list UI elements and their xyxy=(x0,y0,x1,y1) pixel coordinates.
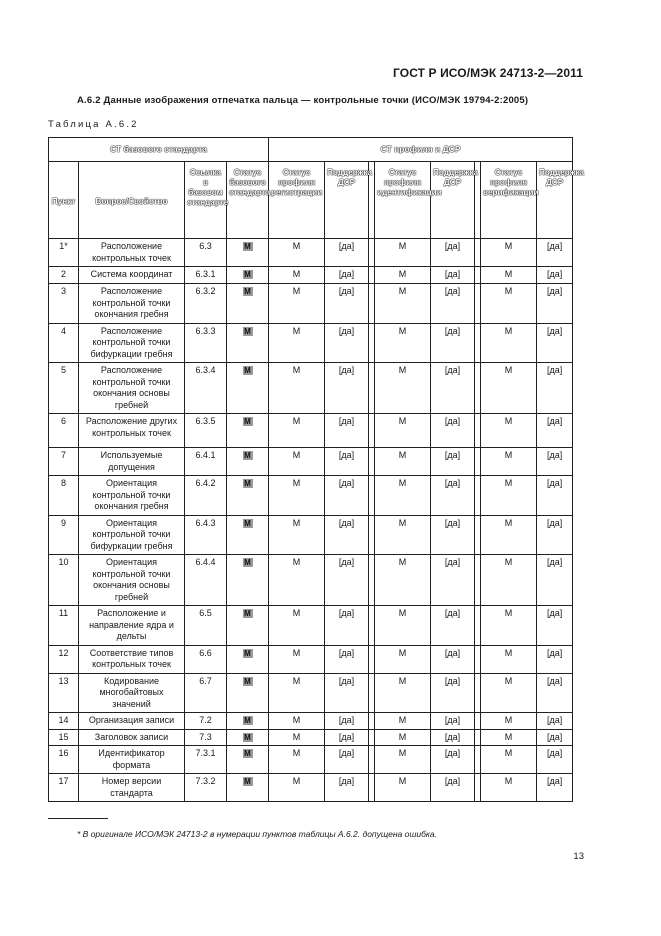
table-row xyxy=(49,746,573,774)
cell-ident-support: [да] xyxy=(431,267,475,284)
cell-verif-support: [да] xyxy=(537,713,573,730)
status-badge: M xyxy=(244,242,251,251)
cell-ident-support: [да] xyxy=(431,713,475,730)
cell-reg-status: M xyxy=(269,729,325,746)
cell-reference: 6.6 xyxy=(185,645,227,673)
group-header-profile: СТ профиля и ДСР xyxy=(269,138,573,162)
cell-item: 9 xyxy=(49,515,79,555)
cell-ident-status: M xyxy=(375,645,431,673)
cell-verif-status: M xyxy=(481,713,537,730)
cell-reg-support: [да] xyxy=(325,323,369,363)
status-badge: M xyxy=(244,716,251,725)
cell-verif-support: [да] xyxy=(537,606,573,646)
cell-reg-status: M xyxy=(269,267,325,284)
col-header-verif-status: Статус профиля верификации xyxy=(481,162,537,239)
cell-verif-status: M xyxy=(481,239,537,267)
cell-reg-support: [да] xyxy=(325,713,369,730)
cell-item: 13 xyxy=(49,673,79,713)
footnote-rule xyxy=(48,818,108,819)
cell-reg-support: [да] xyxy=(325,515,369,555)
cell-ident-support: [да] xyxy=(431,729,475,746)
cell-question: Расположение контрольных точек xyxy=(79,239,185,267)
status-badge: M xyxy=(244,270,251,279)
cell-verif-status: M xyxy=(481,323,537,363)
cell-reg-status: M xyxy=(269,448,325,476)
table-row xyxy=(49,363,573,414)
table-row xyxy=(49,239,573,267)
cell-reg-support: [да] xyxy=(325,448,369,476)
status-badge: M xyxy=(244,648,251,658)
cell-question: Соответствие типов контрольных точек xyxy=(79,645,185,673)
cell-item: 3 xyxy=(49,284,79,324)
cell-question: Используемые допущения xyxy=(79,448,185,476)
cell-verif-support: [да] xyxy=(537,729,573,746)
footnote: * В оригинале ИСО/МЭК 24713-2 в нумерации пунктов таблицы А.6.2. допущена ошибка. xyxy=(77,829,437,839)
cell-verif-status: M xyxy=(481,363,537,414)
cell-reg-support: [да] xyxy=(325,476,369,516)
column-header-row xyxy=(49,162,573,239)
cell-verif-status: M xyxy=(481,673,537,713)
cell-base-status xyxy=(227,284,269,324)
cell-reg-status: M xyxy=(269,774,325,802)
table-row xyxy=(49,284,573,324)
conformance-table xyxy=(48,137,585,802)
cell-reg-status: M xyxy=(269,713,325,730)
cell-reg-status: M xyxy=(269,555,325,606)
cell-ident-support: [да] xyxy=(431,555,475,606)
cell-reg-support: [да] xyxy=(325,606,369,646)
cell-item: 12 xyxy=(49,645,79,673)
table-row xyxy=(49,774,573,802)
cell-ident-status: M xyxy=(375,713,431,730)
cell-reg-status: M xyxy=(269,515,325,555)
status-badge: M xyxy=(244,777,251,786)
table-row xyxy=(49,555,573,606)
cell-verif-status: M xyxy=(481,284,537,324)
cell-ident-support: [да] xyxy=(431,414,475,448)
cell-reg-support: [да] xyxy=(325,729,369,746)
col-header-verif-support: Поддержка ДСР xyxy=(537,162,573,239)
cell-ident-support: [да] xyxy=(431,673,475,713)
cell-item: 15 xyxy=(49,729,79,746)
cell-ident-status: M xyxy=(375,448,431,476)
cell-reference: 6.4.3 xyxy=(185,515,227,555)
cell-verif-support: [да] xyxy=(537,774,573,802)
cell-item: 10 xyxy=(49,555,79,606)
cell-question: Ориентация контрольной точки окончания гребня xyxy=(79,476,185,516)
cell-base-status xyxy=(227,645,269,673)
status-badge: M xyxy=(244,287,251,296)
col-header-reference: Ссылка в базовом стандарте xyxy=(185,162,227,239)
cell-question: Кодирование многобайтовых значений xyxy=(79,673,185,713)
cell-reference: 7.3.1 xyxy=(185,746,227,774)
cell-question: Идентификатор формата xyxy=(79,746,185,774)
cell-reference: 6.3.3 xyxy=(185,323,227,363)
cell-base-status xyxy=(227,729,269,746)
cell-verif-support: [да] xyxy=(537,645,573,673)
cell-question: Расположение других контрольных точек xyxy=(79,414,185,448)
cell-ident-support: [да] xyxy=(431,746,475,774)
cell-ident-support: [да] xyxy=(431,448,475,476)
cell-base-status xyxy=(227,774,269,802)
cell-reg-status: M xyxy=(269,363,325,414)
col-header-question: Вопрос/Свойство xyxy=(79,162,185,239)
cell-ident-status: M xyxy=(375,284,431,324)
cell-verif-status: M xyxy=(481,515,537,555)
cell-reg-status: M xyxy=(269,323,325,363)
cell-verif-status: M xyxy=(481,606,537,646)
cell-item: 5 xyxy=(49,363,79,414)
cell-verif-status: M xyxy=(481,414,537,448)
cell-ident-status: M xyxy=(375,673,431,713)
group-header-base: СТ базового стандарта xyxy=(49,138,269,162)
cell-ident-status: M xyxy=(375,515,431,555)
cell-ident-support: [да] xyxy=(431,645,475,673)
cell-ident-status: M xyxy=(375,267,431,284)
cell-verif-support: [да] xyxy=(537,448,573,476)
cell-reg-status: M xyxy=(269,414,325,448)
cell-reference: 6.4.1 xyxy=(185,448,227,476)
cell-ident-status: M xyxy=(375,239,431,267)
cell-reference: 6.3.1 xyxy=(185,267,227,284)
cell-reg-support: [да] xyxy=(325,363,369,414)
cell-base-status xyxy=(227,555,269,606)
col-header-ident-status: Статус профиля идентификации xyxy=(375,162,431,239)
table-row xyxy=(49,713,573,730)
cell-verif-status: M xyxy=(481,746,537,774)
cell-reference: 6.3 xyxy=(185,239,227,267)
cell-ident-status: M xyxy=(375,729,431,746)
cell-question: Организация записи xyxy=(79,713,185,730)
cell-item: 1* xyxy=(49,239,79,267)
table-row xyxy=(49,729,573,746)
cell-reference: 6.5 xyxy=(185,606,227,646)
table-row xyxy=(49,673,573,713)
cell-reference: 7.2 xyxy=(185,713,227,730)
cell-base-status xyxy=(227,515,269,555)
col-header-ident-support: Поддержка ДСР xyxy=(431,162,475,239)
cell-item: 14 xyxy=(49,713,79,730)
status-badge: M xyxy=(244,366,251,375)
cell-ident-support: [да] xyxy=(431,284,475,324)
cell-verif-support: [да] xyxy=(537,476,573,516)
cell-ident-status: M xyxy=(375,746,431,774)
status-badge: M xyxy=(244,479,251,488)
status-badge: M xyxy=(244,749,251,758)
cell-ident-status: M xyxy=(375,323,431,363)
status-badge: M xyxy=(244,558,251,567)
cell-base-status xyxy=(227,323,269,363)
cell-question: Ориентация контрольной точки окончания основы гребней xyxy=(79,555,185,606)
status-badge: M xyxy=(244,451,251,460)
status-badge: M xyxy=(244,417,251,426)
cell-reg-support: [да] xyxy=(325,673,369,713)
cell-base-status xyxy=(227,746,269,774)
status-badge: M xyxy=(244,609,251,618)
col-header-item: Пункт xyxy=(49,162,79,239)
cell-ident-support: [да] xyxy=(431,515,475,555)
col-header-reg-support: Поддержка ДСР xyxy=(325,162,369,239)
cell-item: 6 xyxy=(49,414,79,448)
table-row xyxy=(49,606,573,646)
cell-base-status xyxy=(227,363,269,414)
cell-question: Расположение контрольной точки окончания основы гребней xyxy=(79,363,185,414)
cell-question: Расположение контрольной точки бифуркации гребня xyxy=(79,323,185,363)
cell-item: 2 xyxy=(49,267,79,284)
page-number: 13 xyxy=(573,851,584,862)
cell-base-status xyxy=(227,267,269,284)
table-row xyxy=(49,414,573,448)
cell-verif-support: [да] xyxy=(537,746,573,774)
cell-reference: 7.3 xyxy=(185,729,227,746)
cell-ident-support: [да] xyxy=(431,323,475,363)
cell-reg-support: [да] xyxy=(325,284,369,324)
cell-verif-support: [да] xyxy=(537,673,573,713)
cell-base-status xyxy=(227,606,269,646)
cell-base-status xyxy=(227,476,269,516)
cell-verif-support: [да] xyxy=(537,363,573,414)
cell-base-status xyxy=(227,448,269,476)
cell-verif-support: [да] xyxy=(537,414,573,448)
cell-item: 16 xyxy=(49,746,79,774)
table-row xyxy=(49,323,573,363)
cell-reg-support: [да] xyxy=(325,774,369,802)
cell-item: 7 xyxy=(49,448,79,476)
cell-verif-support: [да] xyxy=(537,267,573,284)
cell-verif-status: M xyxy=(481,645,537,673)
cell-reg-status: M xyxy=(269,746,325,774)
cell-verif-status: M xyxy=(481,448,537,476)
cell-reg-status: M xyxy=(269,606,325,646)
col-header-base-status: Статус базового стандарта xyxy=(227,162,269,239)
status-badge: M xyxy=(244,518,251,528)
cell-item: 4 xyxy=(49,323,79,363)
cell-verif-support: [да] xyxy=(537,515,573,555)
cell-base-status xyxy=(227,673,269,713)
cell-reg-support: [да] xyxy=(325,267,369,284)
cell-ident-status: M xyxy=(375,555,431,606)
section-title: A.6.2 Данные изображения отпечатка пальца — контрольные точки (ИСО/МЭК 19794-2:2005) xyxy=(77,95,529,106)
table-body xyxy=(49,239,573,802)
cell-ident-status: M xyxy=(375,414,431,448)
cell-reference: 6.3.4 xyxy=(185,363,227,414)
table-row xyxy=(49,267,573,284)
cell-reg-support: [да] xyxy=(325,555,369,606)
cell-ident-status: M xyxy=(375,476,431,516)
cell-reg-status: M xyxy=(269,645,325,673)
cell-reference: 6.3.5 xyxy=(185,414,227,448)
cell-ident-status: M xyxy=(375,774,431,802)
cell-reg-status: M xyxy=(269,284,325,324)
cell-base-status xyxy=(227,713,269,730)
cell-question: Расположение контрольной точки окончания гребня xyxy=(79,284,185,324)
cell-verif-support: [да] xyxy=(537,323,573,363)
col-header-reg-status: Статус профиля регистрации xyxy=(269,162,325,239)
table-row xyxy=(49,448,573,476)
cell-reg-status: M xyxy=(269,239,325,267)
cell-ident-support: [да] xyxy=(431,239,475,267)
cell-reference: 6.7 xyxy=(185,673,227,713)
cell-ident-support: [да] xyxy=(431,606,475,646)
cell-base-status xyxy=(227,239,269,267)
cell-verif-support: [да] xyxy=(537,284,573,324)
cell-reg-support: [да] xyxy=(325,645,369,673)
cell-reg-status: M xyxy=(269,476,325,516)
cell-reg-support: [да] xyxy=(325,239,369,267)
cell-verif-status: M xyxy=(481,267,537,284)
cell-base-status xyxy=(227,414,269,448)
cell-question: Расположение и направление ядра и дельты xyxy=(79,606,185,646)
status-badge: M xyxy=(244,732,251,742)
cell-item: 11 xyxy=(49,606,79,646)
cell-ident-support: [да] xyxy=(431,476,475,516)
table-row xyxy=(49,645,573,673)
status-badge: M xyxy=(244,326,251,336)
cell-ident-support: [да] xyxy=(431,774,475,802)
cell-reference: 7.3.2 xyxy=(185,774,227,802)
cell-ident-status: M xyxy=(375,363,431,414)
cell-reg-status: M xyxy=(269,673,325,713)
group-header-row xyxy=(49,138,573,162)
cell-reference: 6.3.2 xyxy=(185,284,227,324)
cell-verif-status: M xyxy=(481,774,537,802)
cell-reg-support: [да] xyxy=(325,746,369,774)
cell-reference: 6.4.4 xyxy=(185,555,227,606)
cell-question: Ориентация контрольной точки бифуркации гребня xyxy=(79,515,185,555)
table-row xyxy=(49,515,573,555)
status-badge: M xyxy=(244,676,251,686)
cell-verif-status: M xyxy=(481,729,537,746)
document-header: ГОСТ Р ИСО/МЭК 24713-2—2011 xyxy=(393,66,583,80)
cell-verif-support: [да] xyxy=(537,239,573,267)
table-row xyxy=(49,476,573,516)
cell-reference: 6.4.2 xyxy=(185,476,227,516)
cell-question: Заголовок записи xyxy=(79,729,185,746)
cell-verif-status: M xyxy=(481,555,537,606)
cell-reg-support: [да] xyxy=(325,414,369,448)
cell-item: 8 xyxy=(49,476,79,516)
cell-verif-status: M xyxy=(481,476,537,516)
cell-question: Система координат xyxy=(79,267,185,284)
cell-ident-status: M xyxy=(375,606,431,646)
cell-question: Номер версии стандарта xyxy=(79,774,185,802)
cell-item: 17 xyxy=(49,774,79,802)
cell-ident-support: [да] xyxy=(431,363,475,414)
table-caption: Таблица А.6.2 xyxy=(48,119,139,130)
cell-verif-support: [да] xyxy=(537,555,573,606)
